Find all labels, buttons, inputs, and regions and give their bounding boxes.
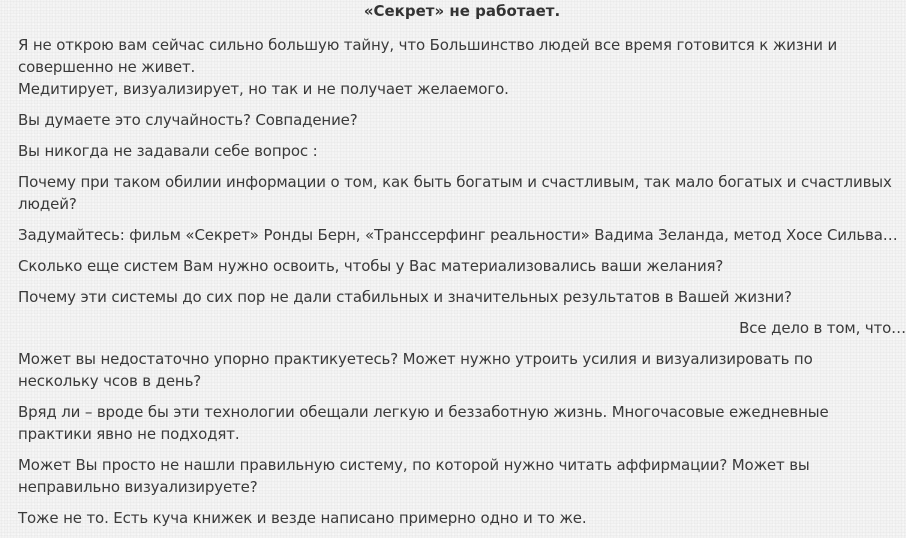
paragraph-coincidence: Вы думаете это случайность? Совпадение? <box>18 111 358 129</box>
paragraph-intro: Я не открою вам сейчас сильно большую тайну, что Большинство людей все время готовится к жизни и совершенно не живет. <box>18 36 838 76</box>
paragraph-meditation: Медитирует, визуализирует, но так и не получает желаемого. <box>18 80 509 98</box>
article <box>18 0 906 538</box>
paragraph-right-system: Может Вы просто не нашли правильную систему, по которой нужно читать аффирмации? Может вы неправильно визуализируете? <box>18 456 810 496</box>
paragraph-why: Почему при таком обилии информации о том, как быть богатым и счастливым, так мало богатых и счастливых людей? <box>18 173 892 213</box>
paragraph-why-systems: Почему эти системы до сих пор не дали стабильных и значительных результатов в Вашей жизни? <box>18 288 792 306</box>
article-title: «Секрет» не работает. <box>363 2 561 20</box>
paragraph-the-point: Все дело в том, что… <box>739 319 906 337</box>
paragraph-unlikely: Вряд ли – вроде бы эти технологии обещали легкую и беззаботную жизнь. Многочасовые ежедневные практики явно не подходят. <box>18 403 829 443</box>
paragraph-question: Вы никогда не задавали себе вопрос : <box>18 142 318 160</box>
paragraph-practice: Может вы недостаточно упорно практикуетесь? Может нужно утроить усилия и визуализировать по нескольку чсов в день? <box>18 350 813 390</box>
paragraph-not-it: Тоже не то. Есть куча книжек и везде написано примерно одно и то же. <box>18 509 587 527</box>
paragraph-how-many: Сколько еще систем Вам нужно освоить, чтобы у Вас материализовались ваши желания? <box>18 257 724 275</box>
paragraph-think: Задумайтесь: фильм «Секрет» Ронды Берн, «Транссерфинг реальности» Вадима Зеланда, метод Хосе Сильва… <box>18 226 898 244</box>
